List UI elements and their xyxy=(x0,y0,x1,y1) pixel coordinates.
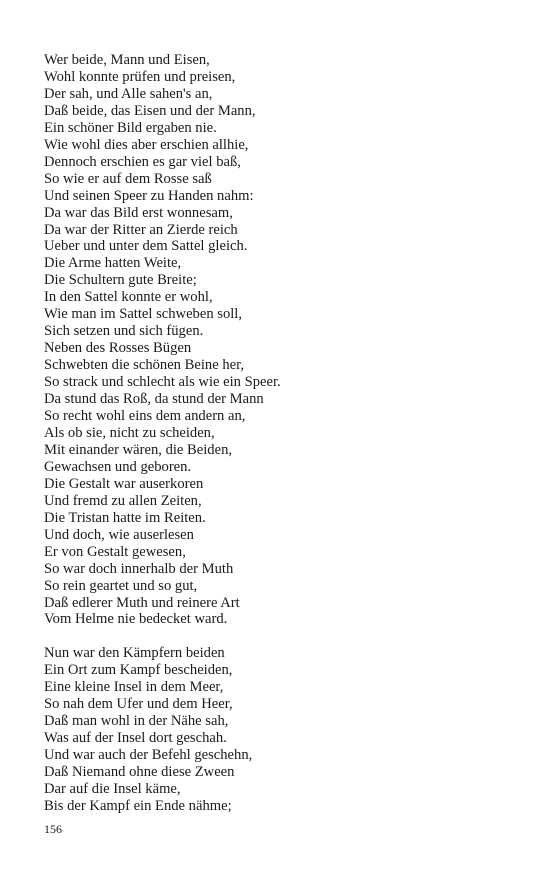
stanza-1 xyxy=(44,52,524,628)
verse-line: Gewachsen und geboren. xyxy=(44,458,192,475)
verse-line: So war doch innerhalb der Muth xyxy=(44,560,234,577)
verse-line: Der sah, und Alle sahen's an, xyxy=(44,85,213,102)
verse-line: Da war das Bild erst wonnesam, xyxy=(44,204,233,221)
verse-line: Neben des Rosses Bügen xyxy=(44,340,192,357)
poem-text xyxy=(44,52,524,815)
verse-line: Die Gestalt war auserkoren xyxy=(44,475,204,492)
verse-line: In den Sattel konnte er wohl, xyxy=(44,289,213,306)
verse-line: So rein geartet und so gut, xyxy=(44,577,198,594)
verse-line: Wer beide, Mann und Eisen, xyxy=(44,52,210,68)
verse-line: Daß edlerer Muth und reinere Art xyxy=(44,594,240,611)
verse-line: Schwebten die schönen Beine her, xyxy=(44,357,245,374)
verse-line: Daß Niemand ohne diese Zween xyxy=(44,764,235,781)
verse-line: Wie wohl dies aber erschien allhie, xyxy=(44,136,249,153)
verse-line: Ein schöner Bild ergaben nie. xyxy=(44,119,217,136)
verse-line: Und doch, wie auserlesen xyxy=(44,526,194,543)
verse-line: Als ob sie, nicht zu scheiden, xyxy=(44,424,215,441)
verse-line: Er von Gestalt gewesen, xyxy=(44,543,186,560)
verse-line: Nun war den Kämpfern beiden xyxy=(44,645,225,662)
verse-line: Und war auch der Befehl geschehn, xyxy=(44,747,253,764)
verse-line: So strack und schlecht als wie ein Speer. xyxy=(44,374,281,391)
verse-line: Die Schultern gute Breite; xyxy=(44,272,197,289)
verse-line: Was auf der Insel dort geschah. xyxy=(44,730,227,747)
verse-line: Ein Ort zum Kampf bescheiden, xyxy=(44,662,233,679)
verse-line: So wie er auf dem Rosse saß xyxy=(44,170,212,187)
verse-line: Wohl konnte prüfen und preisen, xyxy=(44,68,236,85)
verse-line: Eine kleine Insel in dem Meer, xyxy=(44,679,224,696)
verse-line: Daß man wohl in der Nähe sah, xyxy=(44,713,229,730)
verse-line: So recht wohl eins dem andern an, xyxy=(44,408,246,425)
verse-line: Sich setzen und sich fügen. xyxy=(44,323,204,340)
verse-line: Die Tristan hatte im Reiten. xyxy=(44,509,206,526)
verse-line: Und fremd zu allen Zeiten, xyxy=(44,492,202,509)
verse-line: Ueber und unter dem Sattel gleich. xyxy=(44,238,248,255)
verse-line: Mit einander wären, die Beiden, xyxy=(44,441,233,458)
verse-line: Dar auf die Insel käme, xyxy=(44,781,181,798)
stanza-2 xyxy=(44,645,524,815)
verse-line: So nah dem Ufer und dem Heer, xyxy=(44,696,233,713)
verse-line: Dennoch erschien es gar viel baß, xyxy=(44,153,241,170)
verse-line: Da war der Ritter an Zierde reich xyxy=(44,221,238,238)
verse-line: Und seinen Speer zu Handen nahm: xyxy=(44,187,254,204)
verse-line: Vom Helme nie bedecket ward. xyxy=(44,611,228,628)
page-number: 156 xyxy=(44,822,62,836)
verse-line: Bis der Kampf ein Ende nähme; xyxy=(44,797,232,814)
verse-line: Daß beide, das Eisen und der Mann, xyxy=(44,102,256,119)
verse-line: Wie man im Sattel schweben soll, xyxy=(44,306,243,323)
verse-line: Die Arme hatten Weite, xyxy=(44,255,182,272)
verse-line: Da stund das Roß, da stund der Mann xyxy=(44,391,264,408)
